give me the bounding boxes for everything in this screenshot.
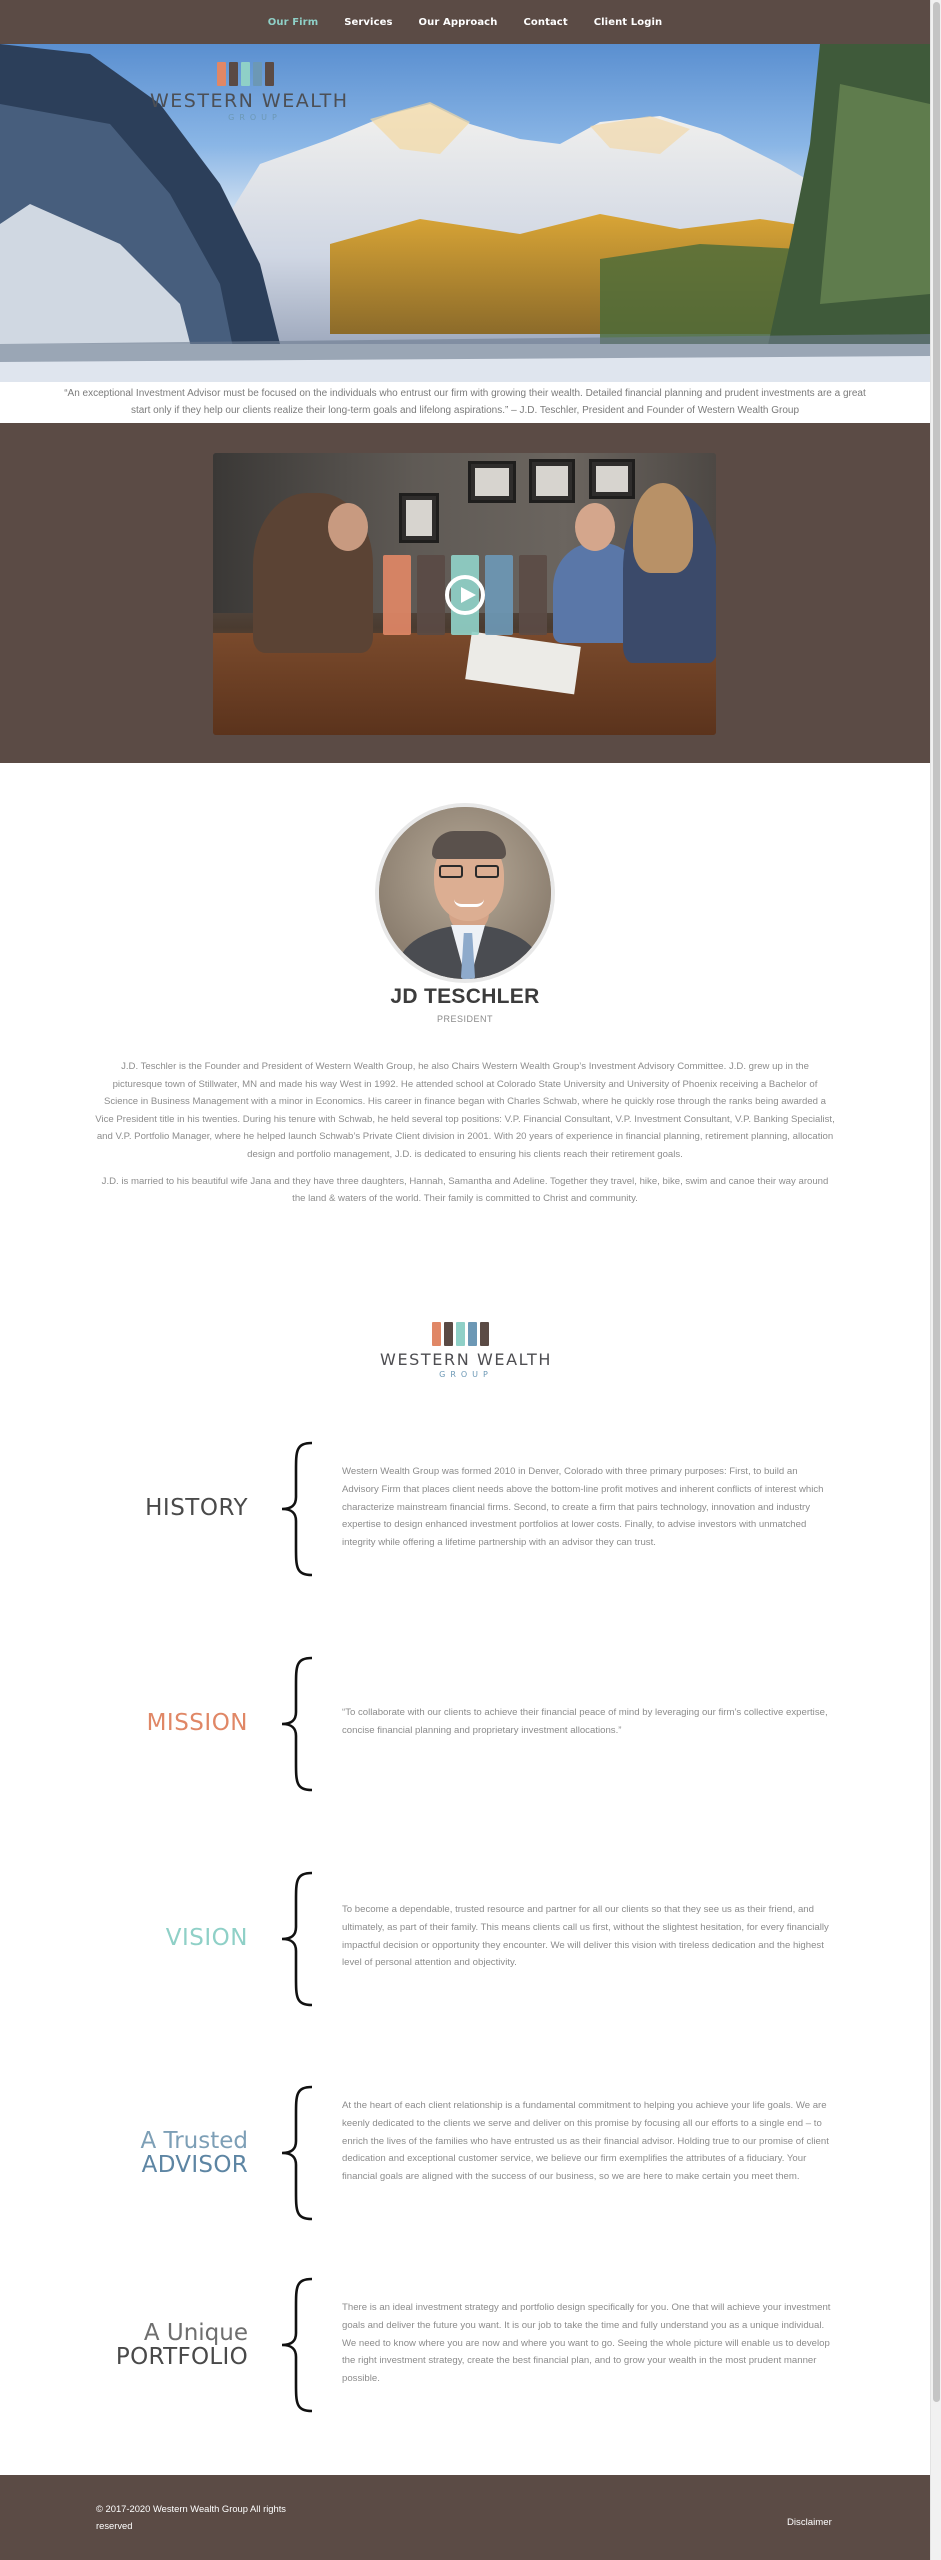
video-frame-picture xyxy=(589,459,635,499)
pillar-text: Western Wealth Group was formed 2010 in Denver, Colorado with three primary purposes: First, to build an Advisory Firm that places client needs above the bottom-line profit motives and inherent conflicts of interest which characterize mainstream financial firms. Second, to create a firm that pairs technology, innovation and industry expertise to design enhanced investment portfolios at lower costs. Finally, to advise investors with unmatched integrity while offering a lifetime partnership with an advisor they can trust. xyxy=(342,1466,824,1549)
logo-bar xyxy=(241,62,250,86)
profile-name: JD TESCHLER xyxy=(390,985,540,1008)
logo-wordmark: WESTERN WEALTH xyxy=(380,1350,552,1369)
bio-paragraph: J.D. Teschler is the Founder and President of Western Wealth Group, he also Chairs Western Wealth Group’s Investment Advisory Committee. J.D. grew up in the picturesque town of Stillwater, MN and made his way West in 1992. He attended school at Colorado State University and University of Phoenix receiving a Bachelor of Science in Business Management with a minor in Economics. His career in finance began with Charles Schwab, where he quickly rose through the ranks being awarded a Vice President title in his twenties. During his tenure with Schwab, he held several top positions: V.P. Financial Consultant, V.P. Investment Consultant, V.P. Banking Specialist, and V.P. Portfolio Manager, where he helped launch Schwab’s Private Client division in 2001. With 20 years of experience in financial planning, retirement planning, allocation design and portfolio management, J.D. is dedicated to ensuring his clients reach their retirement goals. xyxy=(95,1061,835,1160)
video-section xyxy=(0,423,930,763)
pillar-label-top: A Unique xyxy=(143,2320,248,2346)
brand-logo xyxy=(366,1322,566,1379)
video-frame-picture xyxy=(529,459,575,503)
pillar-text: There is an ideal investment strategy and portfolio design specifically for you. One that will achieve your investment goals and deliver the future you want. It is our job to take the time and fully understand you as a unique individual. We need to know where you are now and where you want to go. Seeing the whole picture will enable us to develop the right investment strategy, create the best financial plan, and to grow your wealth in the most prudent manner possible. xyxy=(342,2302,831,2385)
logo-bar xyxy=(456,1322,465,1346)
footer-copyright: © 2017-2020 Western Wealth Group All rights reserved xyxy=(96,2503,286,2531)
pillar-label-top: A Trusted xyxy=(140,2128,248,2154)
pillar-advisor xyxy=(0,2085,930,2225)
logo-bar xyxy=(265,62,274,86)
disclaimer-link[interactable]: Disclaimer xyxy=(787,2517,832,2528)
logo-subtitle: GROUP xyxy=(228,113,282,122)
pillar-label-bottom: ADVISOR xyxy=(141,2152,248,2178)
pillar-label: HISTORY xyxy=(145,1495,248,1521)
scrollbar[interactable] xyxy=(930,0,941,2560)
hero-logo[interactable] xyxy=(150,62,360,122)
profile-title: PRESIDENT xyxy=(436,1014,493,1024)
pillar-label-bottom: PORTFOLIO xyxy=(115,2344,248,2370)
logo-wordmark: WESTERN WEALTH xyxy=(150,90,349,112)
logo-bar xyxy=(480,1322,489,1346)
logo-mark xyxy=(432,1322,566,1346)
pillar-label: MISSION xyxy=(146,1710,248,1736)
intro-video[interactable] xyxy=(213,453,716,735)
logo-bar xyxy=(383,555,411,635)
logo-bar xyxy=(444,1322,453,1346)
pillar-label: VISION xyxy=(165,1925,248,1951)
logo-bar xyxy=(217,62,226,86)
pillar-portfolio xyxy=(0,2277,930,2417)
logo-bar xyxy=(229,62,238,86)
nav-our-firm[interactable]: Our Firm xyxy=(267,16,319,28)
pillar-label xyxy=(116,2321,248,2369)
video-person xyxy=(633,483,693,573)
top-navigation xyxy=(0,0,930,44)
video-person xyxy=(575,503,615,551)
curly-brace-icon xyxy=(278,1656,318,1792)
pillar-text: At the heart of each client relationship is a fundamental commitment to helping you achieve your life goals. We are keenly dedicated to the clients we serve and deliver on this promise by focusing all our efforts to a single end – to enrich the lives of the families who have entrusted us as their financial advisor. Holding true to our promise of client dedication and exceptional customer service, we believe our firm exemplifies the attributes of a fiduciary. Your financial goals are aligned with the success of our business, so we are here to make certain you meet them. xyxy=(342,2100,829,2183)
nav-services[interactable]: Services xyxy=(344,16,393,28)
video-person xyxy=(328,503,368,551)
nav-contact[interactable]: Contact xyxy=(523,16,568,28)
logo-bar xyxy=(417,555,445,635)
logo-bar xyxy=(253,62,262,86)
hero-banner xyxy=(0,44,930,382)
pillar-label xyxy=(141,2129,249,2177)
logo-bar xyxy=(485,555,513,635)
nav-our-approach[interactable]: Our Approach xyxy=(418,16,498,28)
curly-brace-icon xyxy=(278,2085,318,2221)
mountain-landscape-image xyxy=(0,44,930,382)
pillar-mission xyxy=(0,1656,930,1796)
footer xyxy=(0,2475,930,2560)
pillar-text: To become a dependable, trusted resource and partner for all our clients so that they see us as their friend, and ultimately, as part of their family. This means clients call us first, without the slightest hesitation, for every financially impactful decision or opportunity they encounter. We will deliver this vision with tireless dedication and the highest level of personal attention and objectivity. xyxy=(342,1904,829,1969)
logo-subtitle: GROUP xyxy=(439,1370,493,1379)
curly-brace-icon xyxy=(278,1441,318,1577)
video-frame-picture xyxy=(468,461,516,503)
video-frame-picture xyxy=(399,493,439,543)
curly-brace-icon xyxy=(278,2277,318,2413)
curly-brace-icon xyxy=(278,1871,318,2007)
play-icon[interactable] xyxy=(445,575,485,615)
logo-bar xyxy=(519,555,547,635)
founder-quote: “An exceptional Investment Advisor must be focused on the individuals who entrust our firm with growing their wealth. Detailed financial planning and prudent investments are a great start only if they help our clients realize their long-term goals and lifelong aspirations.” – J.D. Teschler, President and Founder of Western Wealth Group xyxy=(0,382,930,423)
avatar xyxy=(375,803,555,983)
logo-mark xyxy=(217,62,360,86)
pillar-history xyxy=(0,1441,930,1581)
logo-bar xyxy=(468,1322,477,1346)
pillar-vision xyxy=(0,1871,930,2011)
nav-client-login[interactable]: Client Login xyxy=(593,16,663,28)
logo-bar xyxy=(432,1322,441,1346)
bio-paragraph: J.D. is married to his beautiful wife Jana and they have three daughters, Hannah, Samantha and Adeline. Together they travel, hike, bike, swim and canoe their way around the land & waters of the world. Their family is committed to Christ and community. xyxy=(101,1175,829,1205)
pillar-text: “To collaborate with our clients to achieve their financial peace of mind by leveraging our firm’s collective expertise, concise financial planning and proprietary investment allocations.” xyxy=(342,1707,828,1736)
scrollbar-thumb[interactable] xyxy=(933,2,940,2402)
profile-bio xyxy=(95,1058,835,1217)
